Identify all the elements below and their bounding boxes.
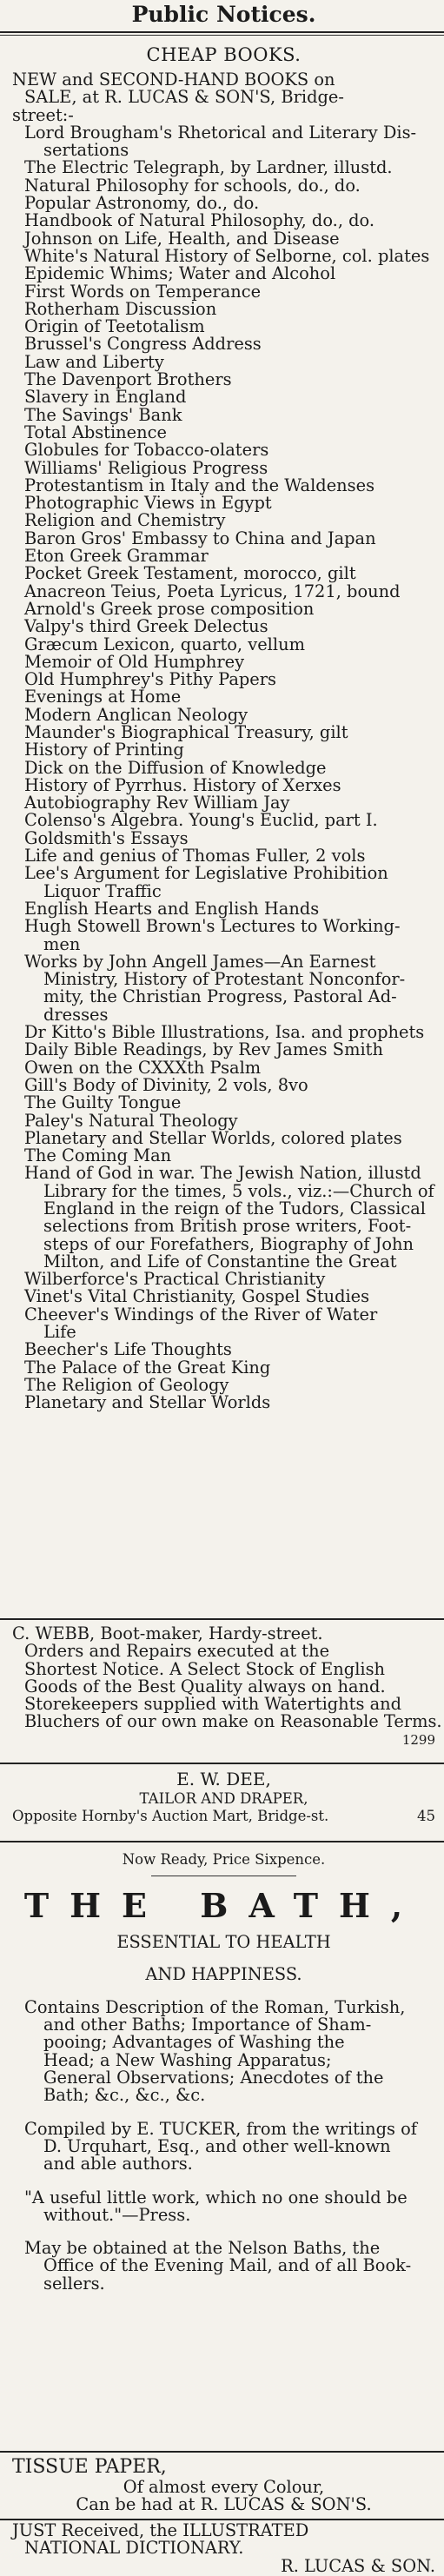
header-rule [0,31,444,33]
book-list-item: Valpy's third Greek Delectus [24,616,268,637]
bath-compiled-line: Compiled by E. TUCKER, from the writings of [24,2118,417,2139]
bath-subtitle-2: AND HAPPINESS. [145,1963,302,1984]
book-list-item: Epidemic Whims; Water and Alcohol [24,263,336,284]
book-list-item: Old Humphrey's Pithy Papers [24,669,276,690]
bath-compiled-line: and able authors. [43,2154,193,2174]
book-list-item: sertations [43,140,129,161]
book-list-item: Dr Kitto's Bible Illustrations, Isa. and prophets [24,1022,425,1043]
bath-obtain-line: May be obtained at the Nelson Baths, the [24,2238,381,2259]
webb-line: Bluchers of our own make on Reasonable Terms. [24,1711,442,1732]
book-list-item: dresses [43,1004,109,1025]
book-list-item: English Hearts and English Hands [24,898,320,919]
bath-contents-line: pooing; Advantages of Washing the [43,2032,345,2053]
book-list-item: The Davenport Brothers [24,369,232,390]
book-list-item: Memoir of Old Humphrey [24,651,245,672]
book-list-item: The Electric Telegraph, by Lardner, illustd. [24,157,393,178]
bath-compiled [12,2118,435,2174]
cheap-books-intro-line-1: NEW and SECOND-HAND BOOKS on [12,71,335,90]
bath-compiled-line: D. Urquhart, Esq., and other well-known [43,2135,391,2156]
bath-contents-line: and other Baths; Importance of Sham- [43,2015,372,2035]
book-list-item: The Savings' Bank [24,404,182,425]
book-list-item: Life and genius of Thomas Fuller, 2 vols [24,846,366,866]
bath-obtain-line: sellers. [43,2273,105,2294]
book-list-item: Hand of God in war. The Jewish Nation, illustd [24,1163,421,1184]
dee-address-line [12,1808,435,1825]
cheap-books-heading: CHEAP BOOKS. [146,44,302,65]
book-list-item: Cheever's Windings of the River of Water [24,1304,378,1325]
webb-notice [12,1623,442,1749]
book-list-item: Modern Anglican Neology [24,704,249,725]
separator-rule [0,1618,444,1620]
book-list-item: Græcum Lexicon, quarto, vellum [24,634,305,654]
book-list-item: Wilberforce's Practical Christianity [24,1269,326,1290]
book-list-item: mity, the Christian Progress, Pastoral Ad- [43,986,397,1007]
book-list-item: Brussel's Congress Address [24,334,262,355]
bath-contents-line: Head; a New Washing Apparatus; [43,2049,332,2070]
book-list [12,124,435,1412]
cheap-books-intro-line-2: SALE, at R. LUCAS & SON'S, Bridge- [24,87,344,108]
cheap-books-notice [12,40,435,1412]
webb-line: Orders and Repairs executed at the [24,1641,330,1662]
bath-ready: Now Ready, Price Sixpence. [122,1851,326,1868]
book-list-item: The Guilty Tongue [24,1092,182,1113]
dee-notice [12,1768,435,1826]
book-list-item: Globules for Tobacco-olaters [24,440,269,461]
book-list-item: selections from British prose writers, Foot- [43,1216,412,1237]
book-list-item: Owen on the CXXXth Psalm [24,1057,262,1078]
bath-obtain [12,2240,435,2293]
separator-rule [0,1763,444,1764]
book-list-item: Law and Liberty [24,351,164,372]
book-list-item: Maunder's Biographical Treasury, gilt [24,721,348,742]
book-list-item: Life [43,1322,76,1343]
book-list-item: Beecher's Life Thoughts [24,1339,232,1360]
book-list-item: The Religion of Geology [24,1374,229,1395]
book-list-item: Anacreon Teius, Poeta Lyricus, 1721, bound [24,581,401,601]
book-list-item: Protestantism in Italy and the Waldenses [24,475,375,495]
cheap-books-intro-line-3: street:- [12,104,74,124]
book-list-item: Gill's Body of Divinity, 2 vols, 8vo [24,1074,308,1095]
book-list-item: Evenings at Home [24,687,182,707]
bath-subtitle-1: ESSENTIAL TO HEALTH [116,1932,331,1953]
dee-trade: TAILOR AND DRAPER, [139,1790,308,1807]
book-list-item: Johnson on Life, Health, and Disease [24,228,340,249]
book-list-item: Handbook of Natural Philosophy, do., do. [24,210,375,231]
book-list-item: Paley's Natural Theology [24,1110,238,1131]
book-list-item: Eton Greek Grammar [24,546,209,567]
bath-quote [12,2189,435,2225]
book-list-item: Dick on the Diffusion of Knowledge [24,757,327,778]
book-list-item: Photographic Views in Egypt [24,493,272,514]
book-list-item: men [43,933,81,954]
separator-rule [0,1841,444,1842]
bath-quote-line: without."—Press. [43,2204,191,2225]
book-list-item: Williams' Religious Progress [24,457,268,478]
bath-notice [12,1851,435,2293]
book-list-item: Religion and Chemistry [24,510,226,531]
book-list-item: Arnold's Greek prose composition [24,598,315,619]
webb-number: 1299 [401,1731,435,1748]
tissue-line-1: TISSUE PAPER, [12,2456,167,2478]
webb-line: Goods of the Best Quality always on hand. [24,1676,386,1696]
page-title: Public Notices. [131,2,316,27]
book-list-item: Colenso's Algebra. Young's Euclid, part I. [24,810,378,831]
book-list-item: Goldsmith's Essays [24,827,189,848]
bath-contents [12,1996,435,2106]
bath-contents-line: General Observations; Anecdotes of the [43,2068,384,2088]
book-list-item: Planetary and Stellar Worlds [24,1392,271,1413]
webb-line: Shortest Notice. A Select Stock of English [24,1658,386,1679]
book-list-item: Planetary and Stellar Worlds, colored plates [24,1127,402,1148]
book-list-item: steps of our Forefathers, Biography of John [43,1233,414,1254]
book-list-item: Milton, and Life of Constantine the Great [43,1251,397,1271]
book-list-item: The Palace of the Great King [24,1357,271,1378]
book-list-item: Pocket Greek Testament, morocco, gilt [24,563,356,584]
dictionary-line-1: JUST Received, the ILLUSTRATED [12,2520,309,2540]
book-list-item: Daily Bible Readings, by Rev James Smith [24,1039,383,1060]
cheap-books-intro [12,71,435,124]
book-list-item: Slavery in England [24,387,187,408]
book-list-item: Origin of Teetotalism [24,316,205,337]
webb-line: Storekeepers supplied with Watertights and [24,1694,402,1715]
bath-title: THE BATH, [23,1886,424,1926]
book-list-item: History of Pyrrhus. History of Xerxes [24,774,341,795]
header-rule-thin [0,35,444,36]
book-list-item: Rotherham Discussion [24,298,217,319]
webb-lines [12,1623,442,1732]
book-list-item: England in the reign of the Tudors, Classical [43,1198,426,1218]
book-list-item: Liquor Traffic [43,880,162,901]
book-list-item: Vinet's Vital Christianity, Gospel Studies [24,1286,370,1307]
book-list-item: Lord Brougham's Rhetorical and Literary Dis- [24,122,417,143]
book-list-item: Hugh Stowell Brown's Lectures to Working- [24,916,401,937]
bath-obtain-line: Office of the Evening Mail, and of all Book- [43,2255,412,2276]
book-list-item: Library for the times, 5 vols., viz.:—Church of [43,1180,434,1201]
book-list-item: Ministry, History of Protestant Nonconfor- [43,969,406,990]
book-list-item: Lee's Argument for Legislative Prohibition [24,863,388,884]
book-list-item: Autobiography Rev William Jay [24,793,290,813]
dee-name: E. W. DEE, [176,1769,271,1789]
book-list-item: The Coming Man [24,1145,172,1166]
book-list-item: Baron Gros' Embassy to China and Japan [24,528,376,548]
bath-quote-line: "A useful little work, which no one should be [24,2187,408,2208]
webb-line: C. WEBB, Boot-maker, Hardy-street. [12,1623,323,1643]
book-list-item: White's Natural History of Selborne, col. plates [24,245,430,266]
book-list-item: History of Printing [24,740,184,760]
dictionary-notice [12,2522,435,2575]
book-list-item: Total Abstinence [24,422,167,442]
tissue-line-2: Of almost every Colour, [123,2477,325,2497]
dee-number: 45 [417,1808,435,1825]
tissue-line-3: Can be had at R. LUCAS & SON'S. [76,2494,372,2515]
book-list-item: Popular Astronomy, do., do. [24,193,260,214]
bath-contents-line: Bath; &c., &c., &c. [43,2085,206,2106]
dictionary-line-2: NATIONAL DICTIONARY. [24,2538,244,2559]
tissue-notice [12,2456,435,2514]
book-list-item: First Words on Temperance [24,281,262,302]
dee-address: Opposite Hornby's Auction Mart, Bridge-st. [12,1808,329,1825]
book-list-item: Works by John Angell James—An Earnest [24,951,376,972]
book-list-item: Natural Philosophy for schools, do., do. [24,175,361,196]
bath-contents-line: Contains Description of the Roman, Turkish, [24,1996,406,2017]
separator-rule [0,2451,444,2453]
dictionary-line-3: R. LUCAS & SON. [281,2555,435,2576]
